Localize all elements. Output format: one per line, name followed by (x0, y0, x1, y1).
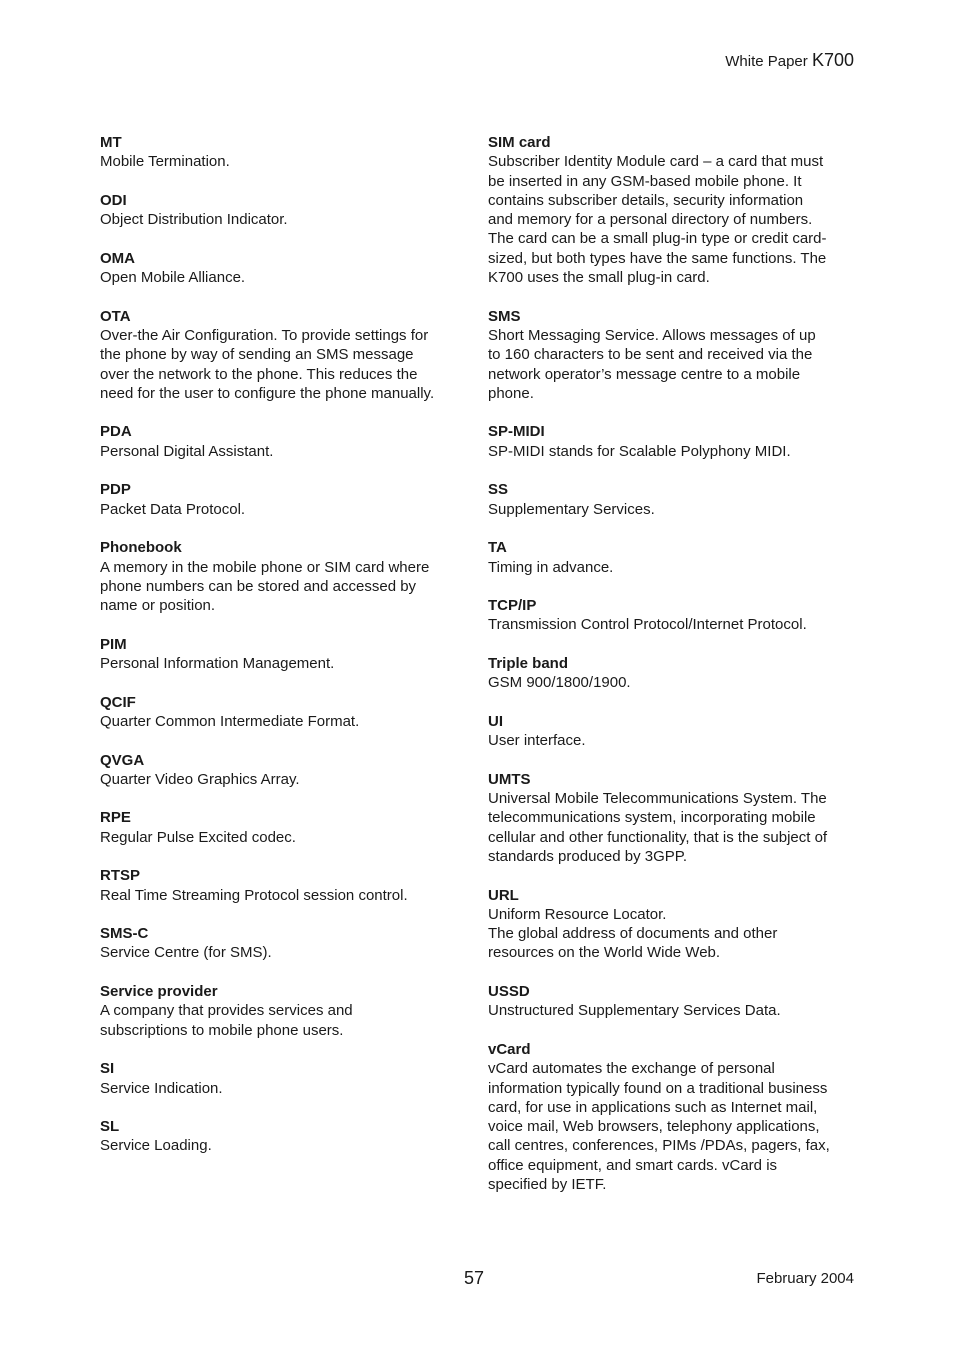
glossary-definition (100, 943, 470, 962)
definition-line: contains subscriber details, security information (488, 191, 804, 209)
definition-line: voice mail, Web browsers, telephony applications, (488, 1118, 820, 1136)
glossary-entry (100, 133, 470, 172)
glossary-definition (100, 654, 470, 673)
definition-line: SP-MIDI stands for Scalable Polyphony MIDI. (488, 442, 791, 460)
definition-line: information typically found on a traditional business (488, 1079, 828, 1097)
glossary-term: SMS-C (100, 925, 149, 943)
glossary-definition (488, 152, 858, 287)
glossary-term: SP-MIDI (488, 423, 545, 441)
definition-line: The card can be a small plug-in type or credit card- (488, 230, 827, 248)
definition-line: Mobile Termination. (100, 153, 230, 171)
definition-line: card, for use in applications such as Internet mail, (488, 1098, 818, 1116)
definition-line: Real Time Streaming Protocol session control. (100, 886, 408, 904)
definition-line: vCard automates the exchange of personal (488, 1060, 775, 1078)
glossary-entry (100, 635, 470, 674)
glossary-entry (100, 480, 470, 519)
definition-line: Transmission Control Protocol/Internet Protocol. (488, 616, 807, 634)
glossary-term: SMS (488, 307, 521, 325)
glossary-column-right (488, 133, 858, 1214)
glossary-term: PDA (100, 423, 132, 441)
definition-line: call centres, conferences, PIMs /PDAs, pagers, fax, (488, 1137, 830, 1155)
definition-line: Universal Mobile Telecommunications System. The (488, 790, 827, 808)
definition-line: Supplementary Services. (488, 500, 655, 518)
glossary-term: SIM card (488, 134, 551, 151)
glossary-term: RPE (100, 809, 131, 827)
definition-line: Quarter Video Graphics Array. (100, 770, 300, 788)
glossary-definition (100, 1136, 470, 1155)
glossary-term: UI (488, 712, 503, 730)
definition-line: Regular Pulse Excited codec. (100, 828, 296, 846)
glossary-entry (488, 1040, 858, 1194)
definition-line: A memory in the mobile phone or SIM card where (100, 558, 430, 576)
definition-line: the phone by way of sending an SMS message (100, 346, 414, 364)
definition-line: to 160 characters to be sent and received via the (488, 346, 813, 364)
glossary-entry (488, 712, 858, 751)
glossary-entry (100, 191, 470, 230)
definition-line: standards produced by 3GPP. (488, 847, 688, 865)
definition-line: specified by IETF. (488, 1176, 607, 1194)
footer-date: February 2004 (756, 1270, 854, 1287)
glossary-entry (488, 654, 858, 693)
glossary-definition (488, 731, 858, 750)
definition-line: A company that provides services and (100, 1002, 353, 1020)
definition-line: Unstructured Supplementary Services Data. (488, 1002, 781, 1020)
glossary-definition (100, 886, 470, 905)
glossary-definition (488, 789, 858, 866)
definition-line: Personal Information Management. (100, 655, 335, 673)
glossary-definition (100, 770, 470, 789)
definition-line: The global address of documents and other (488, 925, 778, 943)
glossary-entry (488, 480, 858, 519)
glossary-definition (100, 152, 470, 171)
glossary-entry (488, 422, 858, 461)
definition-line: K700 uses the small plug-in card. (488, 269, 710, 287)
glossary-definition (100, 210, 470, 229)
definition-line: cellular and other functionality, that is the subject of (488, 828, 828, 846)
definition-line: sized, but both types have the same functions. The (488, 249, 827, 267)
page-header (725, 50, 854, 71)
glossary-term: SL (100, 1118, 120, 1136)
glossary-entry (488, 982, 858, 1021)
definition-line: name or position. (100, 597, 216, 615)
glossary-entry (488, 307, 858, 403)
glossary-entry (100, 751, 470, 790)
glossary-term: OTA (100, 307, 131, 325)
glossary-term: SI (100, 1060, 115, 1078)
glossary-term: TA (488, 539, 507, 557)
glossary-term: PIM (100, 635, 127, 653)
definition-line: Timing in advance. (488, 558, 614, 576)
glossary-entry (488, 770, 858, 866)
definition-line: User interface. (488, 732, 586, 750)
glossary-definition (488, 326, 858, 403)
glossary-term: QVGA (100, 751, 145, 769)
glossary-term: RTSP (100, 867, 141, 885)
definition-line: Uniform Resource Locator. (488, 905, 667, 923)
header-title: White Paper (725, 53, 808, 70)
glossary-entry (100, 538, 470, 615)
glossary-entry (100, 866, 470, 905)
glossary-column-left (100, 133, 470, 1175)
definition-line: Object Distribution Indicator. (100, 211, 288, 229)
definition-line: and memory for a personal directory of numbers. (488, 211, 813, 229)
definition-line: GSM 900/1800/1900. (488, 674, 631, 692)
glossary-entry (100, 1117, 470, 1156)
definition-line: office equipment, and smart cards. vCard is (488, 1156, 778, 1174)
glossary-definition (100, 268, 470, 287)
glossary-term: PDP (100, 481, 131, 499)
glossary-entry (100, 982, 470, 1040)
definition-line: Personal Digital Assistant. (100, 442, 274, 460)
definition-line: Open Mobile Alliance. (100, 269, 246, 287)
glossary-definition (488, 673, 858, 692)
glossary-entry (100, 1059, 470, 1098)
glossary-entry (100, 808, 470, 847)
definition-line: over the network to the phone. This reduces the (100, 365, 418, 383)
glossary-definition (100, 442, 470, 461)
glossary-term: MT (100, 134, 122, 151)
glossary-term: URL (488, 886, 519, 904)
glossary-definition (488, 558, 858, 577)
definition-line: Over-the Air Configuration. To provide settings for (100, 326, 429, 344)
glossary-entry (488, 538, 858, 577)
glossary-term: Phonebook (100, 539, 182, 557)
definition-line: need for the user to configure the phone manually. (100, 384, 435, 402)
definition-line: Subscriber Identity Module card – a card that must (488, 153, 824, 171)
glossary-definition (488, 442, 858, 461)
glossary-definition (100, 828, 470, 847)
glossary-definition (488, 905, 858, 963)
glossary-definition (100, 1001, 470, 1040)
definition-line: resources on the World Wide Web. (488, 944, 721, 962)
glossary-entry (488, 596, 858, 635)
definition-line: Service Loading. (100, 1137, 212, 1155)
glossary-entry (488, 133, 858, 287)
glossary-definition (488, 615, 858, 634)
definition-line: Short Messaging Service. Allows messages of up (488, 326, 816, 344)
page-number: 57 (464, 1268, 485, 1288)
definition-line: telecommunications system, incorporating mobile (488, 809, 816, 827)
definition-line: subscriptions to mobile phone users. (100, 1021, 344, 1039)
definition-line: phone numbers can be stored and accessed by (100, 577, 417, 595)
glossary-definition (100, 558, 470, 616)
glossary-term: UMTS (488, 770, 531, 788)
glossary-entry (100, 693, 470, 732)
glossary-definition (488, 1001, 858, 1020)
glossary-entry (100, 249, 470, 288)
glossary-term: Triple band (488, 655, 569, 673)
glossary-term: vCard (488, 1040, 531, 1058)
glossary-entry (100, 422, 470, 461)
definition-line: be inserted in any GSM-based mobile phone. It (488, 172, 802, 190)
glossary-entry (488, 886, 858, 963)
glossary-entry (100, 307, 470, 403)
glossary-term: USSD (488, 983, 530, 1001)
glossary-definition (100, 500, 470, 519)
glossary-entry (100, 924, 470, 963)
definition-line: network operator’s message centre to a mobile (488, 365, 801, 383)
glossary-term: SS (488, 481, 509, 499)
glossary-term: ODI (100, 191, 127, 209)
glossary-definition (488, 500, 858, 519)
glossary-definition (100, 326, 470, 403)
glossary-definition (100, 1079, 470, 1098)
glossary-definition (488, 1059, 858, 1194)
glossary-definition (100, 712, 470, 731)
definition-line: Packet Data Protocol. (100, 500, 246, 518)
glossary-term: QCIF (100, 693, 136, 711)
glossary-term: OMA (100, 249, 135, 267)
glossary-term: Service provider (100, 983, 218, 1001)
definition-line: Service Indication. (100, 1079, 223, 1097)
header-model: K700 (811, 50, 854, 70)
definition-line: Service Centre (for SMS). (100, 944, 272, 962)
definition-line: phone. (488, 384, 534, 402)
glossary-term: TCP/IP (488, 597, 537, 615)
definition-line: Quarter Common Intermediate Format. (100, 712, 360, 730)
